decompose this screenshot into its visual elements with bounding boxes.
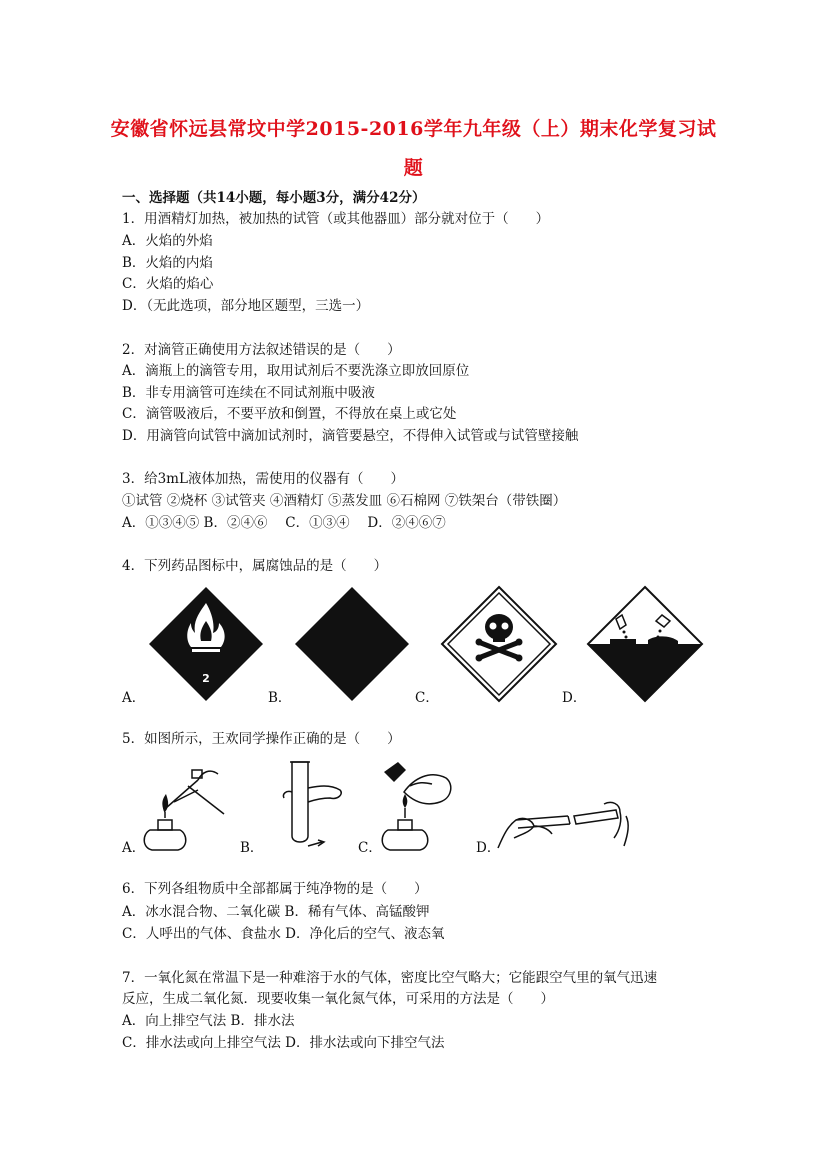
q1-stem: 1．用酒精灯加热，被加热的试管（或其他器皿）部分就对位于（ ） (122, 211, 550, 227)
q2-option-d: D．用滴管向试管中滴加试剂时，滴管要悬空，不得伸入试管或与试管壁接触 (122, 428, 579, 444)
document-title-line2: 题 (403, 157, 424, 179)
q5-label-a: A． (122, 840, 146, 856)
q7-stem-line2: 反应，生成二氧化氮．现要收集一氧化氮气体，可采用的方法是（ ） (122, 991, 554, 1007)
q5-label-d: D． (476, 840, 501, 856)
q6-options-cd: C．人呼出的气体、食盐水 D．净化后的空气、液态氧 (122, 926, 445, 942)
q1-option-b: B．火焰的内焰 (122, 255, 213, 271)
flammable-gas-sign-icon (147, 585, 265, 703)
q1-option-c: C．火焰的焰心 (122, 276, 214, 292)
q5-label-c: C． (358, 840, 382, 856)
q2-stem: 2．对滴管正确使用方法叙述错误的是（ ） (122, 342, 401, 358)
q1-option-d: D．（无此选项，部分地区题型，三选一） (122, 298, 370, 314)
q2-option-c: C．滴管吸液后，不要平放和倒置，不得放在桌上或它处 (122, 406, 457, 422)
q2-option-a: A．滴瓶上的滴管专用，取用试剂后不要洗涤立即放回原位 (122, 363, 470, 379)
q2-option-b: B．非专用滴管可连续在不同试剂瓶中吸液 (122, 385, 375, 401)
q7-options-cd: C．排水法或向上排空气法 D．排水法或向下排空气法 (122, 1035, 445, 1051)
q7-stem-line1: 7．一氧化氮在常温下是一种难溶于水的气体，密度比空气略大；它能跟空气里的氧气迅速 (122, 970, 658, 986)
q4-label-a: A． (122, 690, 146, 706)
section-heading: 一、选择题（共14小题，每小题3分，满分42分） (122, 190, 426, 206)
q3-stem: 3．给3mL液体加热，需使用的仪器有（ ） (122, 471, 404, 487)
q5-label-b: B． (240, 840, 264, 856)
q1-option-a: A．火焰的外焰 (122, 233, 213, 249)
document-title-line1: 安徽省怀远县常坟中学2015-2016学年九年级（上）期末化学复习试 (110, 118, 717, 140)
hands-test-tubes-illustration (494, 790, 634, 854)
lamp-lighting-lamp-illustration (138, 760, 228, 852)
test-tube-hand-illustration (278, 758, 350, 852)
q7-options-ab: A．向上排空气法 B．排水法 (122, 1013, 295, 1029)
lamp-extinguish-illustration (380, 760, 460, 852)
q3-options: A．①③④⑤ B．②④⑥ C．①③④ D．②④⑥⑦ (122, 515, 446, 531)
corrosive-sign-icon (586, 585, 704, 703)
q4-label-b: B． (268, 690, 292, 706)
q6-stem: 6．下列各组物质中全部都属于纯净物的是（ ） (122, 881, 428, 897)
black-diamond-sign-icon (293, 585, 411, 703)
q4-stem: 4．下列药品图标中，属腐蚀品的是（ ） (122, 558, 388, 574)
q4-label-c: C． (415, 690, 439, 706)
toxic-skull-sign-icon (440, 585, 558, 703)
sign-a-number: 2 (202, 672, 210, 685)
q6-options-ab: A．冰水混合物、二氧化碳 B．稀有气体、高锰酸钾 (122, 904, 430, 920)
q5-stem: 5．如图所示，王欢同学操作正确的是（ ） (122, 731, 401, 747)
q4-label-d: D． (562, 690, 587, 706)
q3-items: ①试管 ②烧杯 ③试管夹 ④酒精灯 ⑤蒸发皿 ⑥石棉网 ⑦铁架台（带铁圈） (122, 493, 567, 509)
